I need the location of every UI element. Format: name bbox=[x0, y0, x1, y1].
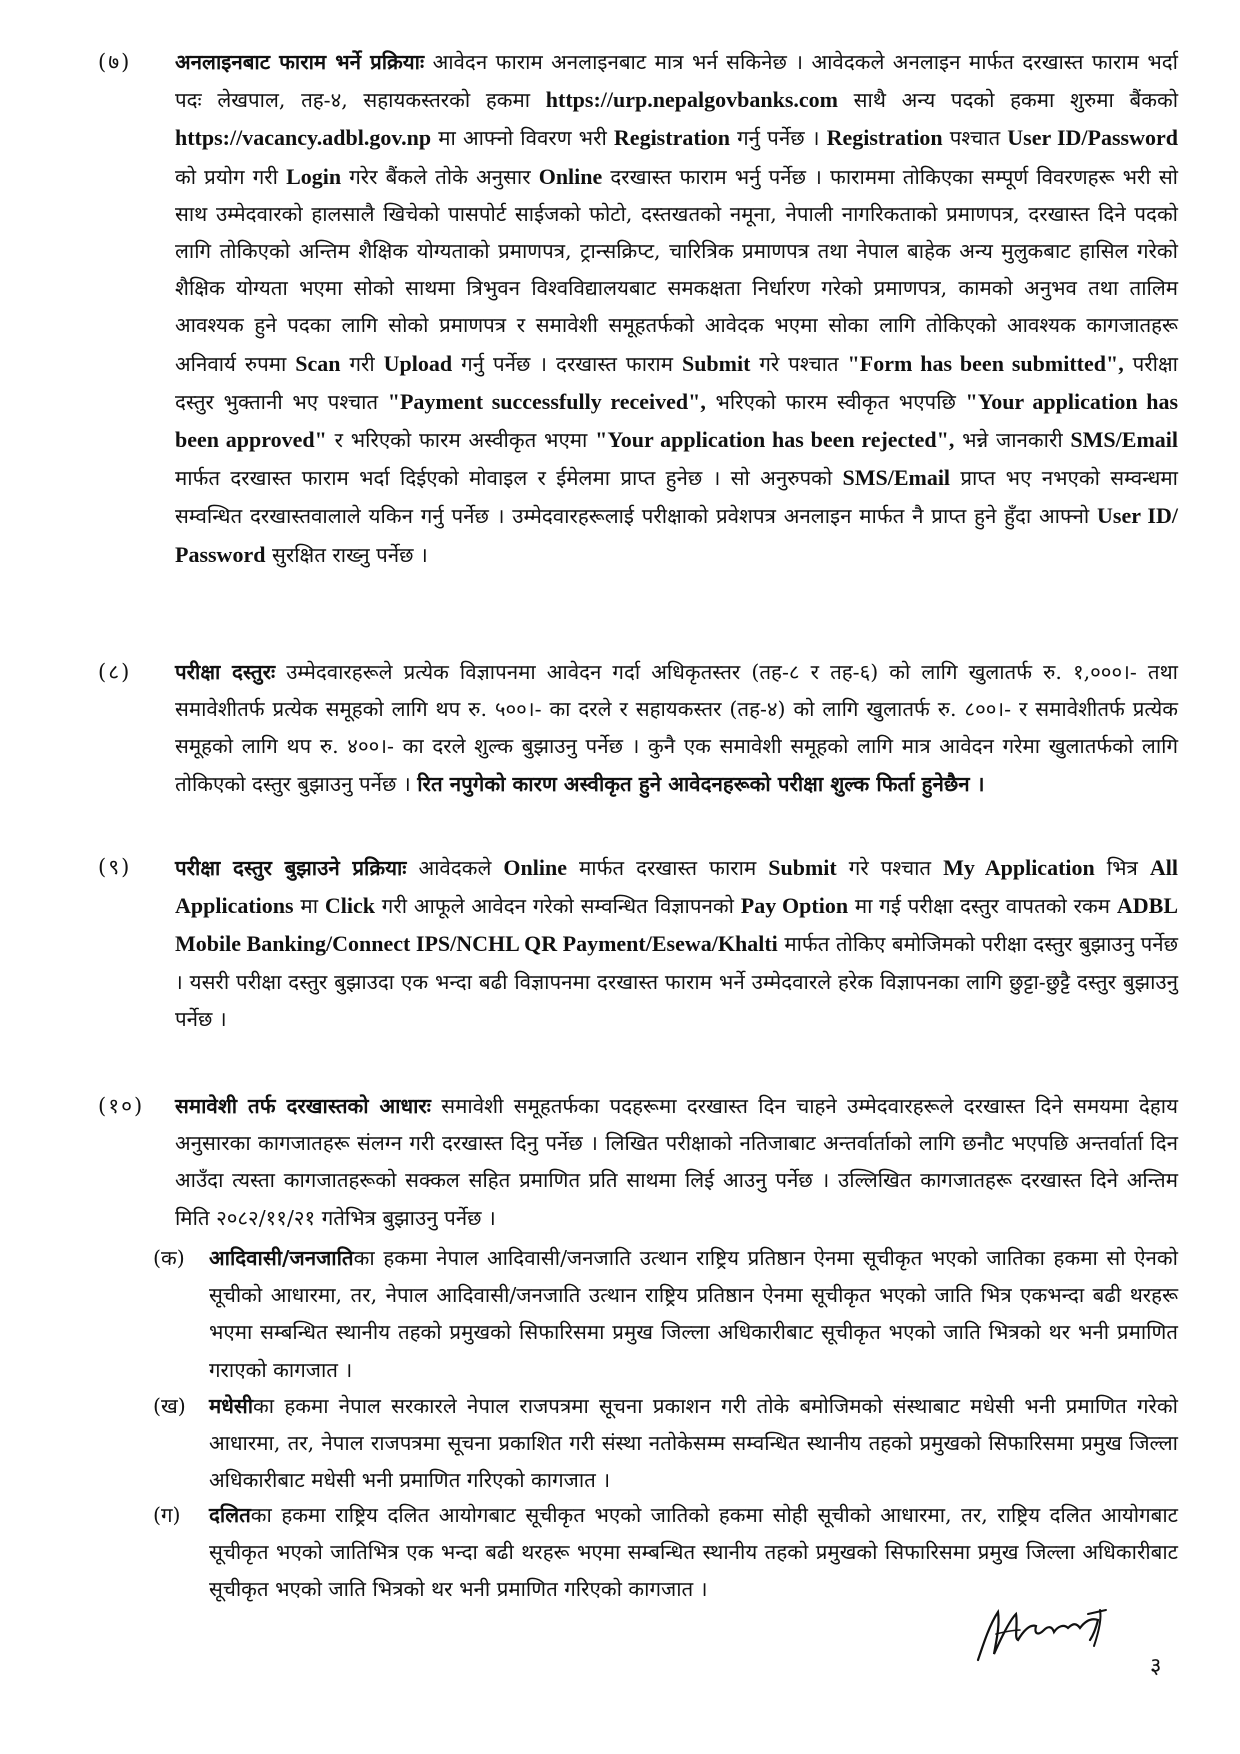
section-heading: अनलाइनबाट फाराम भर्ने प्रक्रियाः bbox=[175, 50, 425, 74]
section-text: अनलाइनबाट फाराम भर्ने प्रक्रियाः आवेदन फाराम अनलाइनबाट मात्र भर्न सकिनेछ । आवेदकले अनलाइन मार्फत दरखास्त फाराम भर्दा पदः लेखपाल, तह-४, सहायकस्तरको हकमा https://urp.nepalgovbanks.com साथै अन्य पदको हकमा शुरुमा बैंकको https://vacancy.adbl.gov.np मा आफ्नो विवरण भरी Registration गर्नु पर्नेछ । Registration पश्चात User ID/Password को प्रयोग गरी Login गरेर बैंकले तोके अनुसार Online दरखास्त फाराम भर्नु पर्नेछ । फाराममा तोकिएका सम्पूर्ण विवरणहरू भरी सो साथ उम्मेदवारको हालसालै खिचेको पासपोर्ट साईजको फोटो, दस्तखतको नमूना, नेपाली नागरिकताको प्रमाणपत्र, दरखास्त दिने पदको लागि तोकिएको अन्तिम शैक्षिक योग्यताको प्रमाणपत्र, ट्रान्सक्रिप्ट, चारित्रिक प्रमाणपत्र तथा नेपाल बाहेक अन्य मुलुकबाट हासिल गरेको शैक्षिक योग्यता भएमा सोको साथमा त्रिभुवन विश्वविद्यालयबाट समकक्षता निर्धारण गरेको प्रमाणपत्र, कामको अनुभव तथा तालिम आवश्यक हुने पदका लागि सोको प्रमाणपत्र र समावेशी समूहतर्फको आवेदक भएमा सोका लागि तोकिएको आवश्यक कागजातहरू अनिवार्य रुपमा Scan गरी Upload गर्नु पर्नेछ । दरखास्त फाराम Submit गरे पश्चात "Form has been submitted", परीक्षा दस्तुर भुक्तानी भए पश्चात "Payment successfully received", भरिएको फारम स्वीकृत भएपछि "Your application has been approved" र भरिएको फारम अस्वीकृत भएमा "Your application has been rejected", भन्ने जानकारी SMS/Email मार्फत दरखास्त फाराम भर्दा दिईएको मोवाइल र ईमेलमा प्राप्त हुनेछ । सो अनुरुपको SMS/Email प्राप्त भए नभएको सम्वन्धमा सम्वन्धित दरखास्तवालाले यकिन गर्नु पर्नेछ । उम्मेदवारहरूलाई परीक्षाको प्रवेशपत्र अनलाइन मार्फत नै प्राप्त हुने हुँदा आफ्नो User ID/ Password सुरक्षित राख्नु पर्नेछ । bbox=[175, 50, 1179, 567]
subsection-heading: आदिवासी/जनजाति bbox=[209, 1246, 354, 1270]
section-number: (८) bbox=[98, 660, 132, 684]
url-link[interactable]: https://vacancy.adbl.gov.np bbox=[175, 125, 432, 151]
subsection-heading: मधेसी bbox=[209, 1394, 254, 1418]
section-10 bbox=[98, 1088, 1178, 1237]
signature-image bbox=[960, 1590, 1160, 1670]
subsection-text: मधेसीका हकमा नेपाल सरकारले नेपाल राजपत्रमा सूचना प्रकाशन गरी तोके बमोजिमको संस्थाबाट मधेसी भनी प्रमाणित गरेको आधारमा, तर, नेपाल राजपत्रमा सूचना प्रकाशित गरी संस्था नतोकेसम्म सम्वन्धित स्थानीय तहको प्रमुखको सिफारिसमा प्रमुख जिल्ला अधिकारीबाट मधेसी भनी प्रमाणित गरिएको कागजात । bbox=[209, 1394, 1178, 1493]
section-number: (१०) bbox=[98, 1094, 145, 1118]
section-text: परीक्षा दस्तुरः उम्मेदवारहरूले प्रत्येक विज्ञापनमा आवेदन गर्दा अधिकृतस्तर (तह-८ र तह-६) को लागि खुलातर्फ रु. १,०००।- तथा समावेशीतर्फ प्रत्येक समूहको लागि थप रु. ५००।- का दरले र सहायकस्तर (तह-४) को लागि खुलातर्फ रु. ८००।- र समावेशीतर्फ प्रत्येक समूहको लागि थप रु. ४००।- का दरले शुल्क बुझाउनु पर्नेछ । कुनै एक समावेशी समूहको लागि मात्र आवेदन गरेमा खुलातर्फको लागि तोकिएको दस्तुर बुझाउनु पर्नेछ । रित नपुगेको कारण अस्वीकृत हुने आवेदनहरूको परीक्षा शुल्क फिर्ता हुनेछैन । bbox=[175, 660, 1178, 796]
section-9 bbox=[98, 849, 1178, 1038]
subsection-ka bbox=[153, 1240, 1178, 1389]
subsection-number: (ख) bbox=[153, 1394, 186, 1418]
section-text: परीक्षा दस्तुर बुझाउने प्रक्रियाः आवेदकले Online मार्फत दरखास्त फाराम Submit गरे पश्चात My Application भित्र All Applications मा Click गरी आफूले आवेदन गरेको सम्वन्धित विज्ञापनको Pay Option मा गई परीक्षा दस्तुर वापतको रकम ADBL Mobile Banking/Connect IPS/NCHL QR Payment/Esewa/Khalti मार्फत तोकिए बमोजिमको परीक्षा दस्तुर बुझाउनु पर्नेछ । यसरी परीक्षा दस्तुर बुझाउदा एक भन्दा बढी विज्ञापनमा दरखास्त फाराम भर्ने उम्मेदवारले हरेक विज्ञापनका लागि छुट्टा-छुट्टै दस्तुर बुझाउनु पर्नेछ । bbox=[175, 855, 1178, 1031]
section-heading: परीक्षा दस्तुरः bbox=[175, 660, 276, 684]
section-number: (९) bbox=[98, 855, 132, 879]
section-7 bbox=[98, 44, 1178, 574]
page-number: ३ bbox=[1150, 1654, 1162, 1679]
section-heading: समावेशी तर्फ दरखास्तको आधारः bbox=[175, 1094, 431, 1118]
subsection-number: (क) bbox=[153, 1246, 185, 1270]
section-heading: परीक्षा दस्तुर बुझाउने प्रक्रियाः bbox=[175, 856, 407, 880]
section-text: समावेशी तर्फ दरखास्तको आधारः समावेशी समूहतर्फका पदहरूमा दरखास्त दिन चाहने उम्मेदवारहरूले दरखास्त दिने समयमा देहाय अनुसारका कागजातहरू संलग्न गरी दरखास्त दिनु पर्नेछ । लिखित परीक्षाको नतिजाबाट अन्तर्वार्ताको लागि छनौट भएपछि अन्तर्वार्ता दिन आउँदा त्यस्ता कागजातहरूको सक्कल सहित प्रमाणित प्रति साथमा लिई आउनु पर्नेछ । उल्लिखित कागजातहरू दरखास्त दिने अन्तिम मिति २०८२/११/२१ गतेभित्र बुझाउनु पर्नेछ । bbox=[175, 1094, 1178, 1230]
url-link[interactable]: https://urp.nepalgovbanks.com bbox=[545, 87, 838, 113]
subsection-kha bbox=[153, 1388, 1178, 1500]
subsection-text: दलितका हकमा राष्ट्रिय दलित आयोगबाट सूचीकृत भएको जातिको हकमा सोही सूचीको आधारमा, तर, राष्ट्रिय दलित आयोगबाट सूचीकृत भएको जातिभित्र एक भन्दा बढी थरहरू भएमा सम्बन्धित स्थानीय तहको प्रमुखको सिफारिसमा प्रमुख जिल्ला अधिकारीबाट सूचीकृत भएको जाति भित्रको थर भनी प्रमाणित गरिएको कागजात । bbox=[209, 1503, 1178, 1602]
section-8 bbox=[98, 654, 1178, 803]
subsection-heading: दलित bbox=[209, 1503, 251, 1527]
subsection-text: आदिवासी/जनजातिका हकमा नेपाल आदिवासी/जनजाति उत्थान राष्ट्रिय प्रतिष्ठान ऐनमा सूचीकृत भएको जातिका हकमा सो ऐनको सूचीको आधारमा, तर, नेपाल आदिवासी/जनजाति उत्थान राष्ट्रिय प्रतिष्ठान ऐनमा सूचीकृत भएको जाति भित्र एकभन्दा बढी थरहरू भएमा सम्बन्धित स्थानीय तहको प्रमुखको सिफारिसमा प्रमुख जिल्ला अधिकारीबाट सूचीकृत भएको जाति भित्रको थर भनी प्रमाणित गराएको कागजात । bbox=[209, 1246, 1178, 1382]
subsection-number: (ग) bbox=[153, 1503, 181, 1527]
section-number: (७) bbox=[98, 50, 132, 74]
